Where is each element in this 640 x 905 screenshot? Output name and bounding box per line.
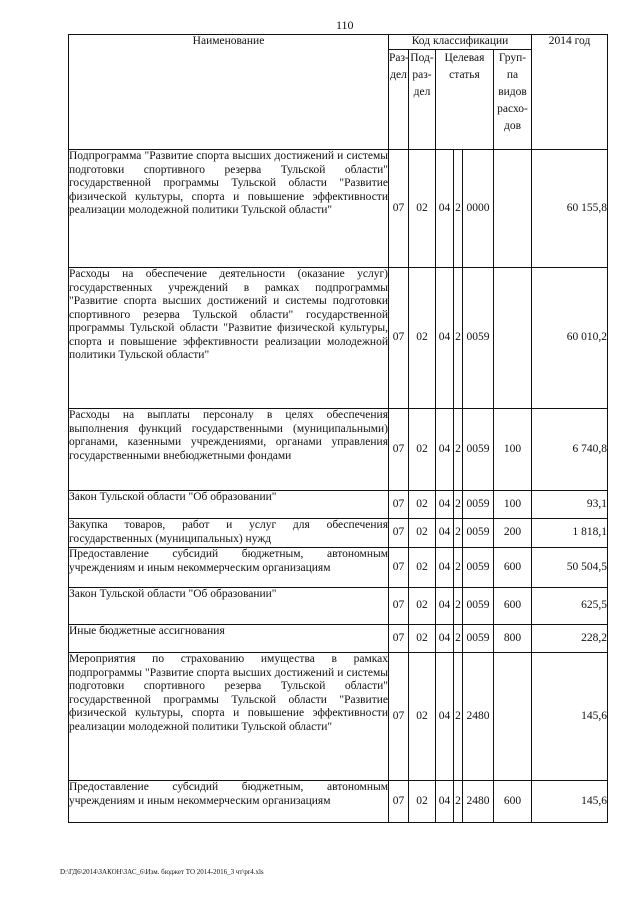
page-number: 110 xyxy=(336,18,354,32)
row-target-code: 2480 xyxy=(463,781,494,823)
row-name: Расходы на выплаты персоналу в целях обеспечения выполнения функций государственными (муниципальными) органами, казенными учреждениями, органами управления государственными внебюджетными фондами xyxy=(69,409,389,491)
row-name: Расходы на обеспечение деятельности (оказание услуг) государственных учреждений в рамках подпрограммы "Развитие спорта высших достижений и системы подготовки спортивного резерва Тульской области" государственной программы Тульской области "Развитие физической культуры, спорта и повышение эффективности реализации молодежной политики Тульской области" xyxy=(69,268,389,409)
footer-file-path: D:\ГД6\2014\ЗАКОН\ЗАС_6\Изм. бюджет ТО 2014-2016_3 чт\pr4.xls xyxy=(60,868,264,876)
row-target-code: 0000 xyxy=(463,150,494,268)
header-year: 2014 год xyxy=(532,35,608,150)
row-target-subprogram: 2 xyxy=(454,409,463,491)
row-target-program: 04 xyxy=(436,491,454,519)
row-name: Закупка товаров, работ и услуг для обеспечения государственных (муниципальных) нужд xyxy=(69,519,389,548)
row-podrazdel: 02 xyxy=(409,548,436,588)
row-target-program: 04 xyxy=(436,625,454,653)
row-target-code: 0059 xyxy=(463,548,494,588)
row-target-code: 0059 xyxy=(463,491,494,519)
row-target-code: 0059 xyxy=(463,409,494,491)
table-row xyxy=(69,491,608,519)
row-target-subprogram: 2 xyxy=(454,588,463,625)
row-target-program: 04 xyxy=(436,548,454,588)
header-target: Целевая статья xyxy=(436,50,494,150)
row-target-code: 2480 xyxy=(463,653,494,781)
row-target-program: 04 xyxy=(436,150,454,268)
row-razdel: 07 xyxy=(389,548,409,588)
row-razdel: 07 xyxy=(389,519,409,548)
table-row xyxy=(69,625,608,653)
row-podrazdel: 02 xyxy=(409,150,436,268)
row-podrazdel: 02 xyxy=(409,491,436,519)
row-podrazdel: 02 xyxy=(409,781,436,823)
row-expense-group: 600 xyxy=(494,588,532,625)
table-row xyxy=(69,150,608,268)
row-razdel: 07 xyxy=(389,409,409,491)
row-amount: 145,6 xyxy=(532,781,608,823)
row-target-code: 0059 xyxy=(463,519,494,548)
row-amount: 228,2 xyxy=(532,625,608,653)
row-podrazdel: 02 xyxy=(409,409,436,491)
row-target-code: 0059 xyxy=(463,625,494,653)
row-target-program: 04 xyxy=(436,409,454,491)
row-amount: 93,1 xyxy=(532,491,608,519)
row-name: Предоставление субсидий бюджетным, автономным учреждениям и иным некоммерческим организациям xyxy=(69,548,389,588)
row-target-subprogram: 2 xyxy=(454,625,463,653)
row-podrazdel: 02 xyxy=(409,268,436,409)
table-row xyxy=(69,781,608,823)
row-target-program: 04 xyxy=(436,588,454,625)
table-row xyxy=(69,588,608,625)
table-row xyxy=(69,653,608,781)
row-name: Мероприятия по страхованию имущества в рамках подпрограммы "Развитие спорта высших достижений и системы подготовки спортивного резерва Тульской области" государственной программы Тульской области "Развитие физической культуры, спорта и повышение эффективности реализации молодежной политики Тульской области" xyxy=(69,653,389,781)
row-razdel: 07 xyxy=(389,268,409,409)
row-podrazdel: 02 xyxy=(409,588,436,625)
row-podrazdel: 02 xyxy=(409,625,436,653)
row-target-subprogram: 2 xyxy=(454,653,463,781)
row-name: Закон Тульской области "Об образовании" xyxy=(69,588,389,625)
row-target-program: 04 xyxy=(436,653,454,781)
row-amount: 60 010,2 xyxy=(532,268,608,409)
row-expense-group: 600 xyxy=(494,548,532,588)
row-expense-group xyxy=(494,268,532,409)
row-target-subprogram: 2 xyxy=(454,519,463,548)
row-razdel: 07 xyxy=(389,491,409,519)
row-razdel: 07 xyxy=(389,781,409,823)
row-target-program: 04 xyxy=(436,781,454,823)
row-amount: 1 818,1 xyxy=(532,519,608,548)
row-target-subprogram: 2 xyxy=(454,491,463,519)
row-expense-group: 100 xyxy=(494,491,532,519)
row-amount: 50 504,5 xyxy=(532,548,608,588)
row-expense-group: 600 xyxy=(494,781,532,823)
row-target-code: 0059 xyxy=(463,588,494,625)
row-razdel: 07 xyxy=(389,653,409,781)
row-name: Иные бюджетные ассигнования xyxy=(69,625,389,653)
row-target-subprogram: 2 xyxy=(454,781,463,823)
row-expense-group: 100 xyxy=(494,409,532,491)
row-target-subprogram: 2 xyxy=(454,150,463,268)
row-target-program: 04 xyxy=(436,268,454,409)
row-podrazdel: 02 xyxy=(409,653,436,781)
row-name: Закон Тульской области "Об образовании" xyxy=(69,491,389,519)
row-target-subprogram: 2 xyxy=(454,548,463,588)
budget-table xyxy=(68,34,608,823)
row-expense-group: 200 xyxy=(494,519,532,548)
row-name: Подпрограмма "Развитие спорта высших достижений и системы подготовки спортивного резерва Тульской области" государственной программы Тульской области "Развитие физической культуры, спорта и повышение эффективности реализации молодежной политики Тульской области" xyxy=(69,150,389,268)
header-podrazdel: Под- раз- дел xyxy=(409,50,436,150)
row-razdel: 07 xyxy=(389,625,409,653)
header-name: Наименование xyxy=(69,35,389,150)
row-target-subprogram: 2 xyxy=(454,268,463,409)
row-razdel: 07 xyxy=(389,150,409,268)
row-target-code: 0059 xyxy=(463,268,494,409)
row-expense-group xyxy=(494,150,532,268)
row-razdel: 07 xyxy=(389,588,409,625)
row-name: Предоставление субсидий бюджетным, автономным учреждениям и иным некоммерческим организациям xyxy=(69,781,389,823)
row-amount: 6 740,8 xyxy=(532,409,608,491)
header-razdel: Раз- дел xyxy=(389,50,409,150)
header-group: Груп- па видов расхо- дов xyxy=(494,50,532,150)
row-expense-group: 800 xyxy=(494,625,532,653)
row-amount: 625,5 xyxy=(532,588,608,625)
table-row xyxy=(69,548,608,588)
row-podrazdel: 02 xyxy=(409,519,436,548)
header-classification: Код классификации xyxy=(389,35,532,50)
row-amount: 60 155,8 xyxy=(532,150,608,268)
table-row xyxy=(69,409,608,491)
table-row xyxy=(69,268,608,409)
table-row xyxy=(69,519,608,548)
row-target-program: 04 xyxy=(436,519,454,548)
row-expense-group xyxy=(494,653,532,781)
row-amount: 145,6 xyxy=(532,653,608,781)
